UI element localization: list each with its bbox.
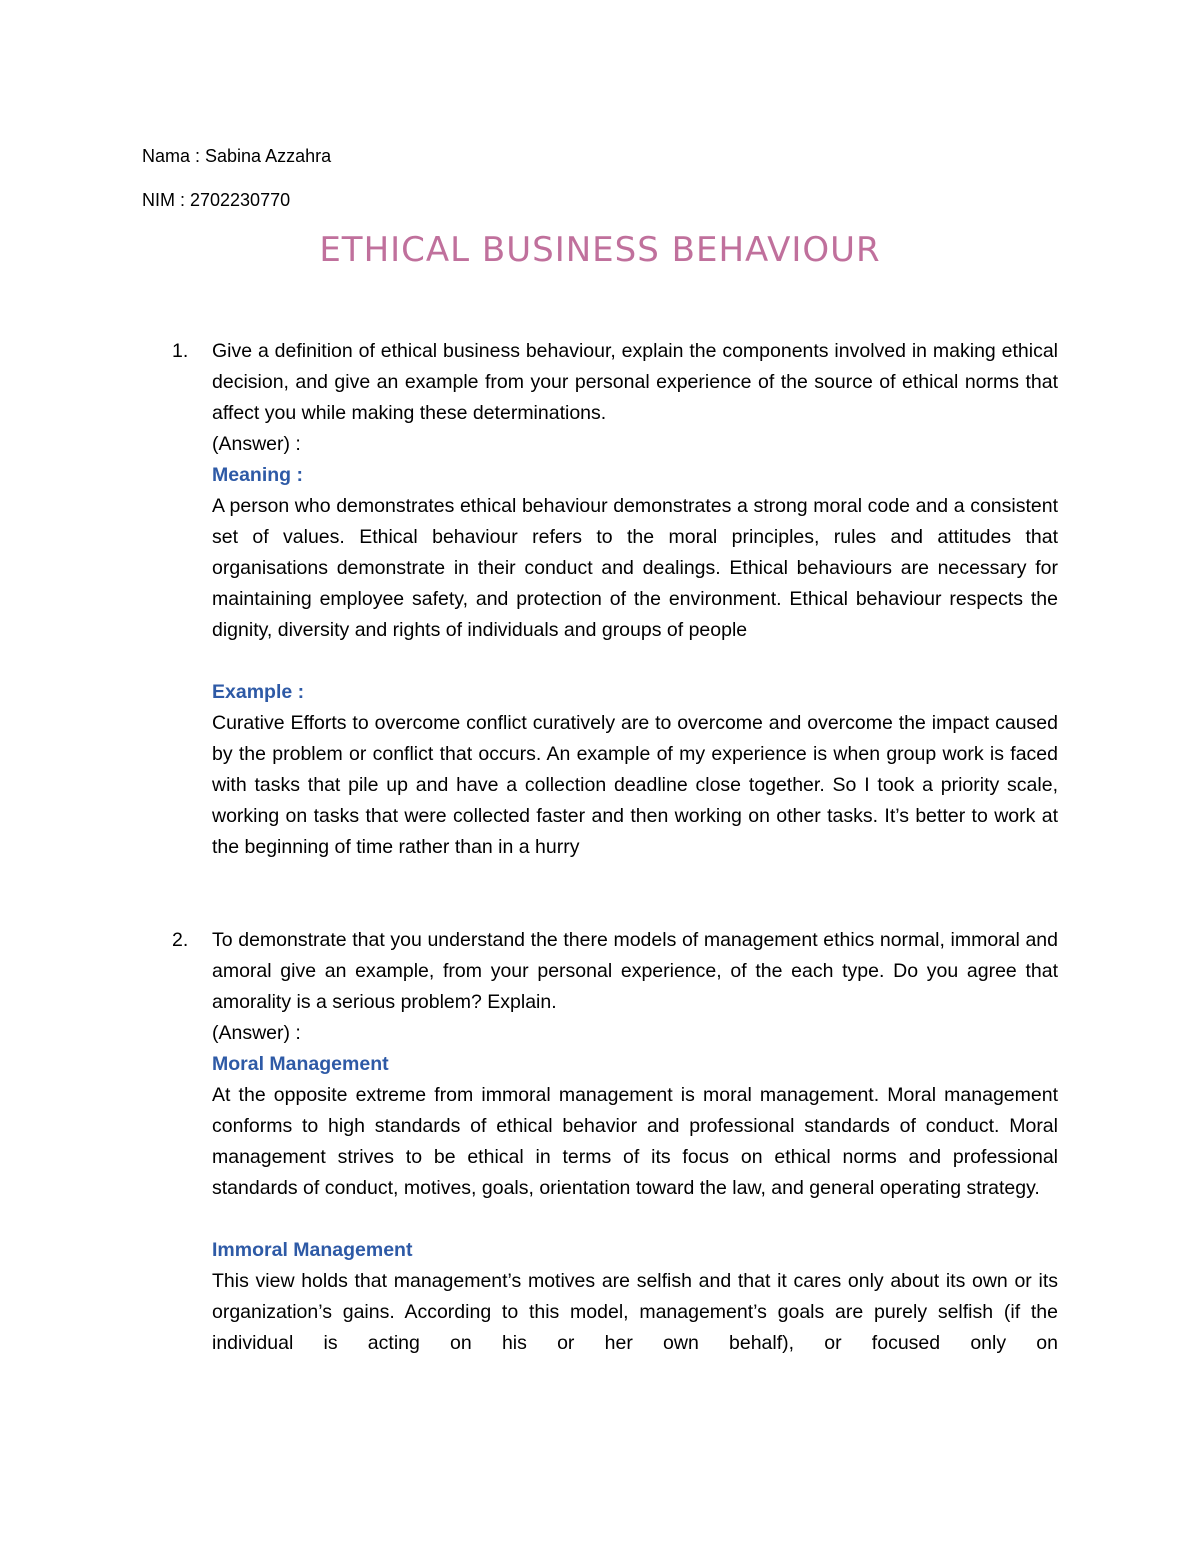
- answer-label: (Answer) :: [212, 1022, 301, 1044]
- section-heading-moral-management: Moral Management: [212, 1053, 389, 1075]
- question-prompt: To demonstrate that you understand the there models of management ethics normal, immoral and amoral give an example, from your personal experience, of the each type. Do you agree that amorality is a serious problem? Explain.: [212, 929, 1058, 1013]
- answer-label: (Answer) :: [212, 433, 301, 455]
- question-number: 1.: [172, 340, 189, 362]
- section-text-meaning: A person who demonstrates ethical behaviour demonstrates a strong moral code and a consistent set of values. Ethical behaviour refers to the moral principles, rules and attitudes that organisations demonstrate in their conduct and dealings. Ethical behaviours are necessary for maintaining employee safety, and protection of the environment. Ethical behaviour respects the dignity, diversity and rights of individuals and groups of people: [212, 495, 1058, 641]
- question-prompt: Give a definition of ethical business behaviour, explain the components involved in making ethical decision, and give an example from your personal experience of the source of ethical norms that affect you while making these determinations.: [212, 340, 1058, 424]
- page-title: ETHICAL BUSINESS BEHAVIOUR: [319, 230, 881, 270]
- question-body: [212, 336, 1058, 863]
- spacer: [212, 646, 1058, 677]
- student-name: Nama : Sabina Azzahra: [142, 146, 332, 166]
- student-nim: NIM : 2702230770: [142, 190, 291, 210]
- spacer: [212, 1204, 1058, 1235]
- section-text-immoral-management: This view holds that management’s motives are selfish and that it cares only about its own or its organization’s gains. According to this model, management’s goals are purely selfish (if the individual is acting on his or her own behalf), or focused only on: [212, 1270, 1058, 1354]
- section-text-moral-management: At the opposite extreme from immoral management is moral management. Moral management conforms to high standards of ethical behavior and professional standards of conduct. Moral management strives to be ethical in terms of its focus on ethical norms and professional standards of conduct, motives, goals, orientation toward the law, and general operating strategy.: [212, 1084, 1058, 1199]
- section-heading-example: Example :: [212, 681, 305, 703]
- section-heading-meaning: Meaning :: [212, 464, 303, 486]
- section-text-example: Curative Efforts to overcome conflict curatively are to overcome and overcome the impact caused by the problem or conflict that occurs. An example of my experience is when group work is faced with tasks that pile up and have a collection deadline close together. So I took a priority scale, working on tasks that were collected faster and then working on other tasks. It’s better to work at the beginning of time rather than in a hurry: [212, 712, 1058, 858]
- section-heading-immoral-management: Immoral Management: [212, 1239, 413, 1261]
- question-number: 2.: [172, 929, 189, 951]
- question-body: [212, 925, 1058, 1359]
